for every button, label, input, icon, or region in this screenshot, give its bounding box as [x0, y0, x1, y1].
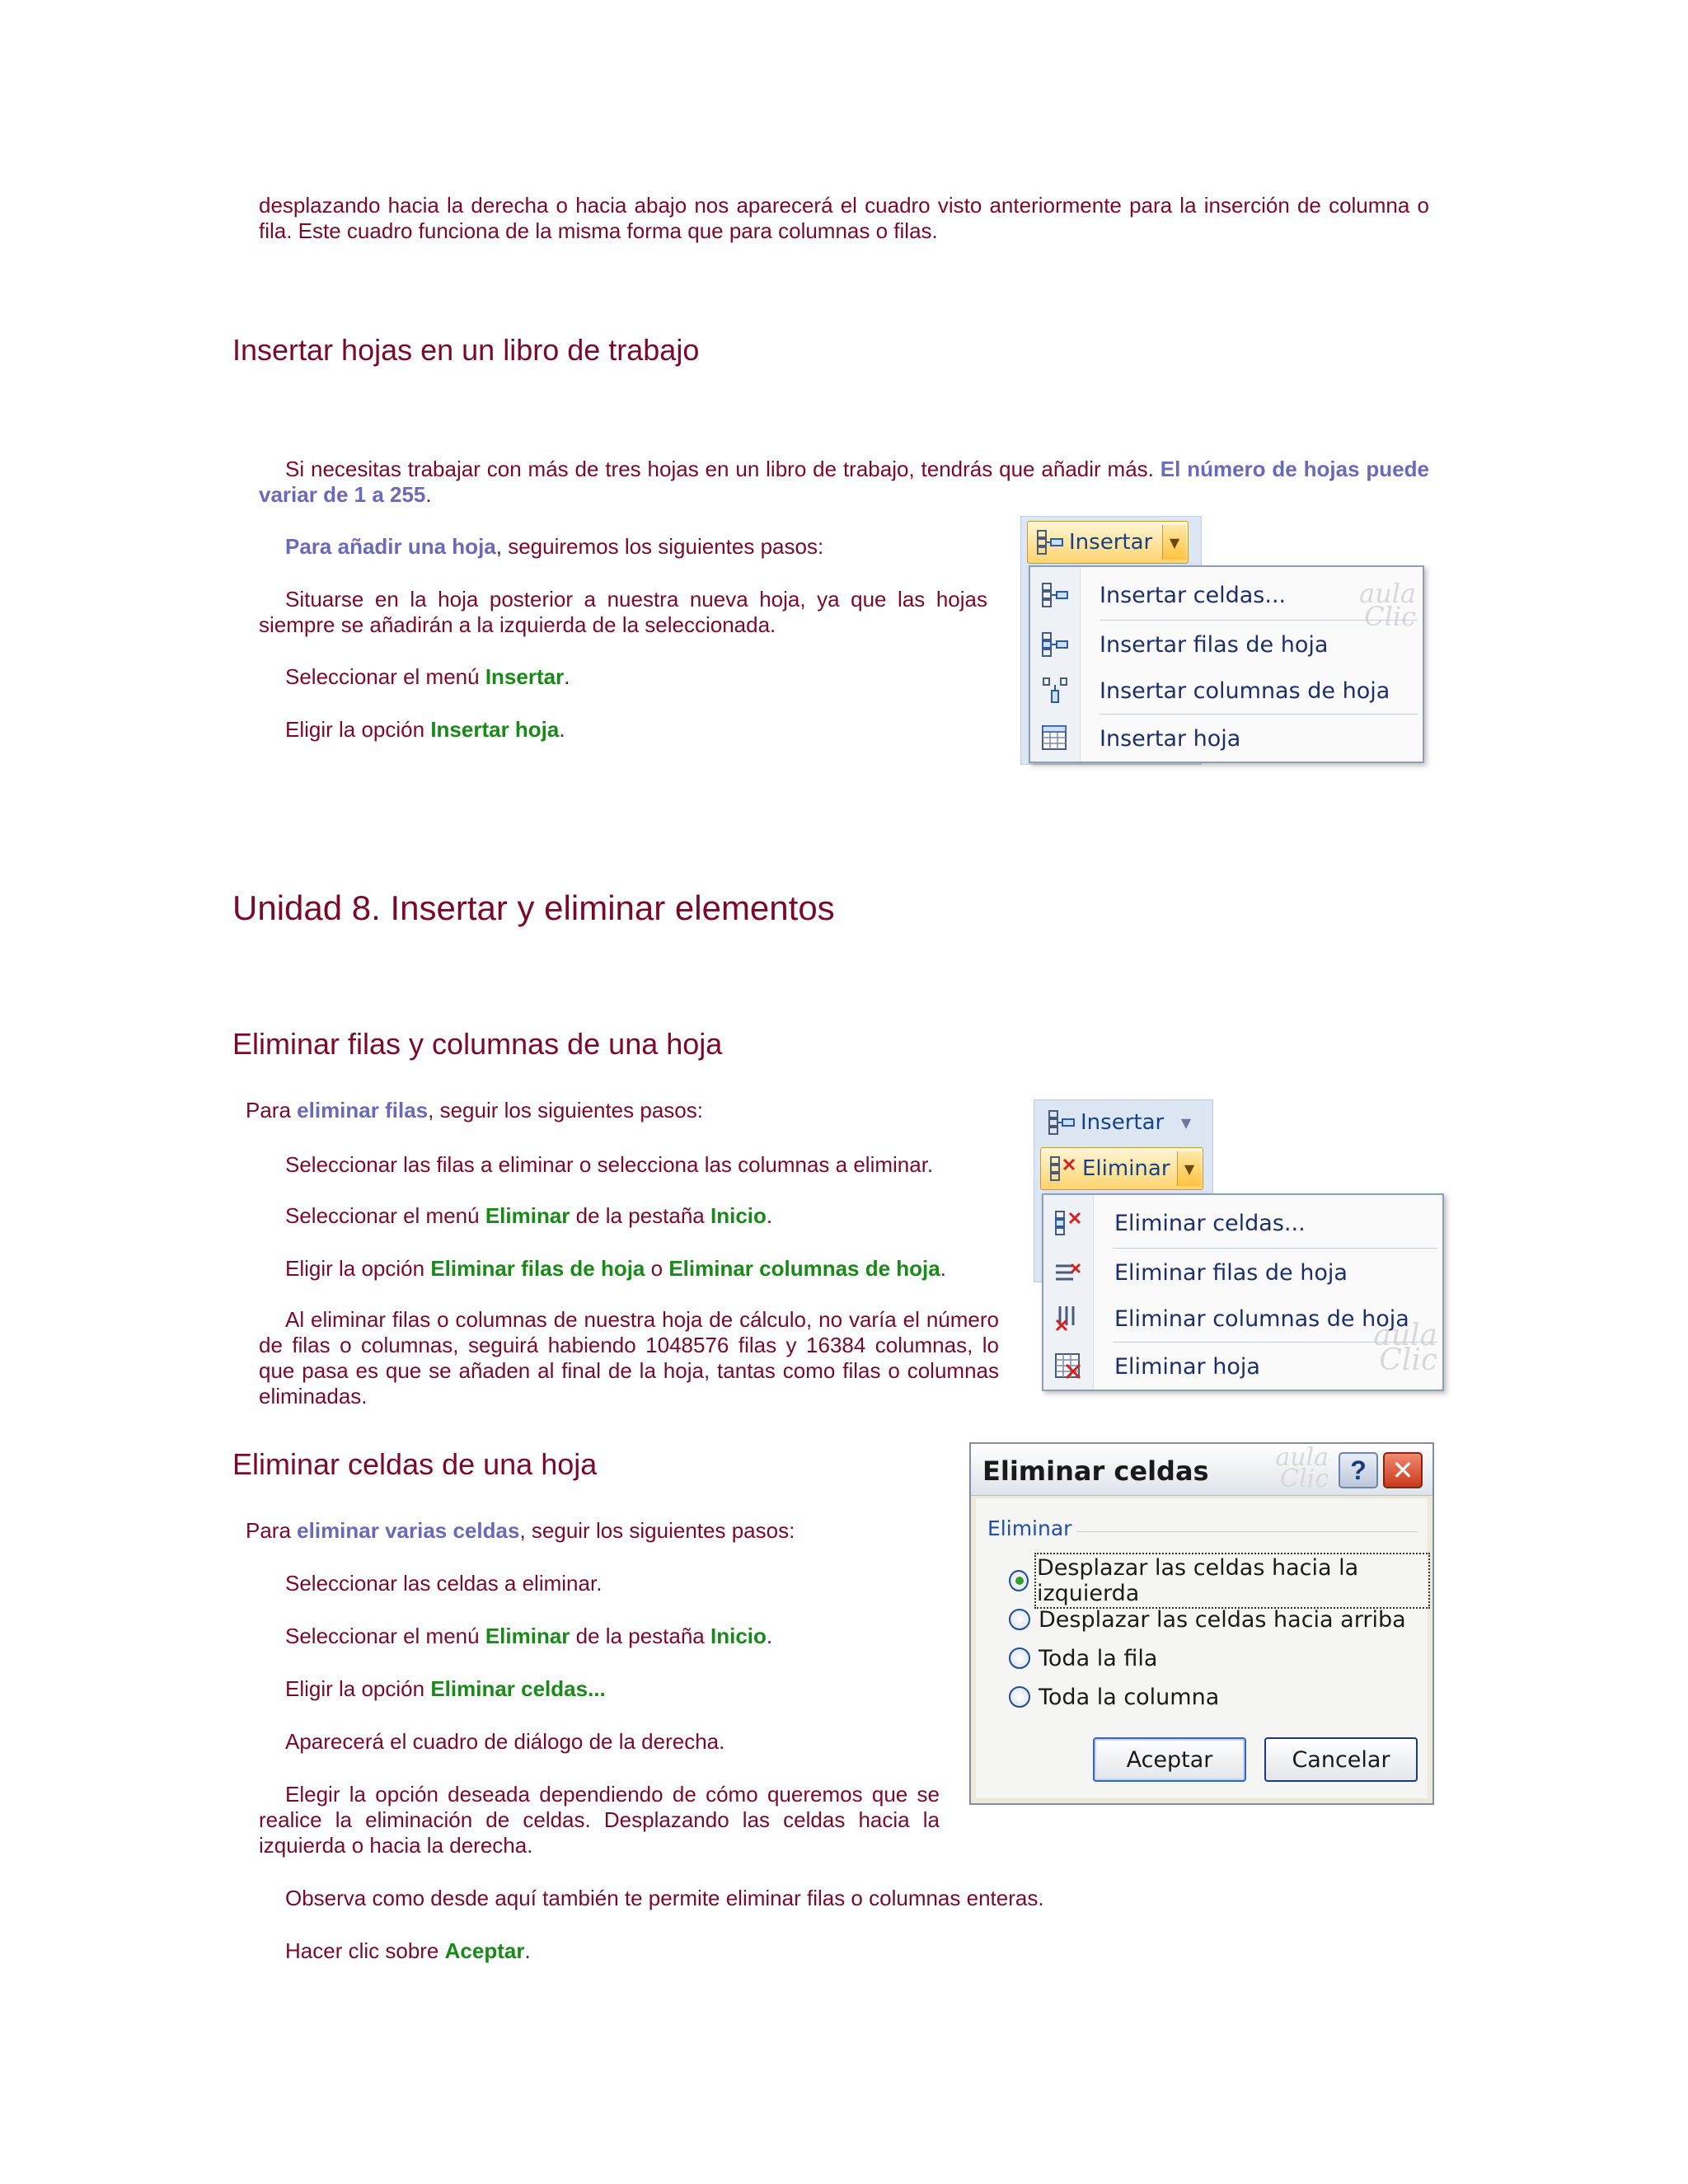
dialog-title: Eliminar celdas [982, 1455, 1209, 1487]
intro-paragraph: desplazando hacia la derecha o hacia abajo nos aparecerá el cuadro visto anteriormente para la inserción de columna o fila. Este cuadro funciona de la misma forma que para columnas o filas. [259, 193, 1429, 243]
menu-item-delete-rows[interactable]: Eliminar filas de hoja [1043, 1249, 1442, 1296]
delete-cells-p7: Observa como desde aquí también te permite eliminar filas o columnas enteras. [285, 1886, 1044, 1910]
delete-cells-icon [1053, 1208, 1083, 1238]
delete-cells-p6: Elegir la opción deseada dependiendo de cómo queremos que se realice la eliminación de celdas. Desplazando las celdas hacia la izquierda o hacia la derecha. [259, 1782, 940, 1858]
menu-item-insert-cells[interactable]: Insertar celdas... [1030, 572, 1423, 618]
menu-item-insert-columns[interactable]: Insertar columnas de hoja [1030, 668, 1423, 714]
delete-rows-icon [1053, 1258, 1083, 1287]
insert-columns-icon [1040, 676, 1070, 705]
chevron-down-icon[interactable]: ▼ [1162, 525, 1186, 560]
chevron-down-icon[interactable]: ▼ [1177, 1151, 1201, 1186]
menu-item-delete-cells[interactable]: Eliminar celdas... [1043, 1200, 1442, 1246]
ok-button[interactable]: Aceptar [1093, 1737, 1246, 1782]
insert-cells-icon [1036, 528, 1064, 556]
delete-rows-p2: Seleccionar las filas a eliminar o selecciona las columnas a eliminar. [285, 1152, 934, 1177]
delete-cells-dialog [969, 1442, 1434, 1805]
radio-shift-up[interactable]: Desplazar las celdas hacia arriba [1009, 1603, 1406, 1636]
menu-item-delete-sheet[interactable]: Eliminar hoja [1043, 1343, 1442, 1390]
chevron-down-icon[interactable]: ▼ [1180, 1114, 1192, 1131]
insert-ribbon-button[interactable] [1039, 1101, 1200, 1144]
watermark-logo: aula Clic [1359, 578, 1416, 632]
insert-rows-icon [1040, 630, 1070, 659]
radio-button[interactable] [1009, 1609, 1030, 1630]
insert-button-label: Insertar [1069, 530, 1153, 555]
insert-sheets-p3: Situarse en la hoja posterior a nuestra nueva hoja, ya que las hojas siempre se añadirán a la izquierda de la seleccionada. [259, 587, 987, 637]
radio-button[interactable] [1009, 1647, 1030, 1669]
watermark-logo: aula Clic [1275, 1443, 1329, 1493]
insert-sheet-icon [1040, 724, 1070, 753]
delete-cells-p5: Aparecerá el cuadro de diálogo de la derecha. [285, 1729, 725, 1754]
insert-sheets-p5: Eligir la opción Insertar hoja. [285, 717, 565, 742]
radio-button[interactable] [1009, 1686, 1030, 1708]
heading-delete-cells: Eliminar celdas de una hoja [232, 1447, 598, 1481]
insert-sheets-p4: Seleccionar el menú Insertar. [285, 664, 570, 689]
heading-unit: Unidad 8. Insertar y eliminar elementos [232, 888, 835, 927]
highlight-sheet-count: El número de hojas puede variar de 1 a 255 [259, 457, 1429, 507]
help-button[interactable]: ? [1339, 1452, 1378, 1488]
menu-item-insert-sheet[interactable]: Insertar hoja [1030, 715, 1423, 762]
delete-dropdown-button[interactable] [1040, 1147, 1203, 1190]
delete-button-label: Eliminar [1082, 1156, 1170, 1181]
heading-insert-sheets: Insertar hojas en un libro de trabajo [232, 333, 700, 367]
radio-button-checked[interactable] [1009, 1570, 1029, 1591]
delete-columns-icon [1053, 1304, 1083, 1333]
insert-menu [1029, 565, 1424, 763]
insert-cells-icon [1040, 580, 1070, 610]
insert-cells-icon [1048, 1108, 1076, 1137]
delete-rows-p5: Al eliminar filas o columnas de nuestra hoja de cálculo, no varía el número de filas o columnas, seguirá habiendo 1048576 filas y 16384 columnas, lo que pasa es que se añaden al final de la hoja, tantas como filas o columnas eliminadas. [259, 1307, 999, 1408]
dialog-body [976, 1498, 1428, 1798]
delete-cells-p4: Eligir la opción Eliminar celdas... [285, 1676, 606, 1701]
delete-rows-p4: Eligir la opción Eliminar filas de hoja o Eliminar columnas de hoja. [285, 1256, 946, 1281]
delete-menu [1042, 1193, 1444, 1391]
cancel-button[interactable]: Cancelar [1264, 1737, 1418, 1782]
menu-item-delete-columns[interactable]: Eliminar columnas de hoja [1043, 1296, 1442, 1342]
insert-dropdown-button[interactable] [1027, 521, 1189, 564]
delete-cells-p1: Para eliminar varias celdas, seguir los siguientes pasos: [246, 1518, 795, 1543]
delete-sheet-icon [1053, 1352, 1083, 1381]
dialog-titlebar[interactable] [971, 1444, 1432, 1496]
close-button[interactable]: ✕ [1383, 1452, 1423, 1488]
group-label-eliminar: Eliminar [987, 1516, 1072, 1540]
delete-cells-p3: Seleccionar el menú Eliminar de la pestaña Inicio. [285, 1624, 773, 1648]
delete-cells-p2: Seleccionar las celdas a eliminar. [285, 1571, 603, 1596]
menu-item-insert-rows[interactable]: Insertar filas de hoja [1030, 621, 1423, 668]
delete-rows-p3: Seleccionar el menú Eliminar de la pestaña Inicio. [285, 1203, 773, 1228]
radio-shift-left[interactable]: Desplazar las celdas hacia la izquierda [1009, 1564, 1428, 1597]
radio-entire-column[interactable]: Toda la columna [1009, 1680, 1219, 1713]
insert-sheets-p2: Para añadir una hoja, seguiremos los siguientes pasos: [285, 534, 824, 559]
delete-cells-icon [1049, 1155, 1077, 1183]
watermark-logo: aula Clic [1373, 1319, 1437, 1377]
delete-cells-p8: Hacer clic sobre Aceptar. [285, 1938, 531, 1963]
heading-delete-rows: Eliminar filas y columnas de una hoja [232, 1027, 723, 1061]
insert-sheets-p1: Si necesitas trabajar con más de tres hojas en un libro de trabajo, tendrás que añadir más. El número de hojas puede variar de 1 a 255. [259, 457, 1429, 507]
radio-entire-row[interactable]: Toda la fila [1009, 1642, 1157, 1675]
delete-rows-p1: Para eliminar filas, seguir los siguientes pasos: [246, 1098, 703, 1122]
insert-button-label: Insertar [1081, 1110, 1165, 1135]
